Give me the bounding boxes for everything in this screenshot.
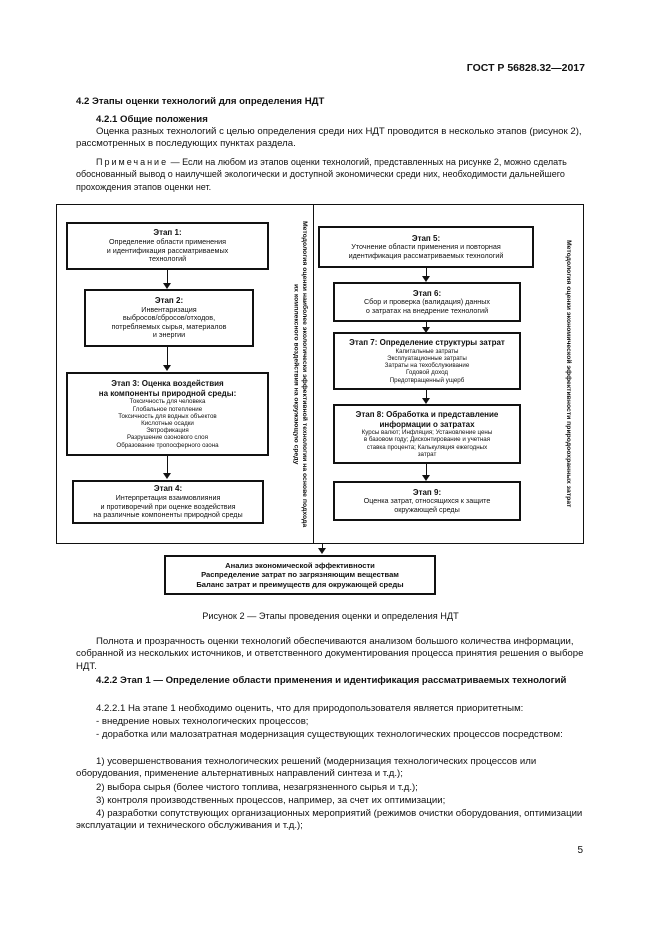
arrow-down-icon (163, 473, 171, 479)
stage-7-item: Капитальные затраты (395, 347, 459, 355)
stage-2-box (84, 289, 254, 347)
stage-2-line: выбросов/сбросов/отходов, (122, 313, 216, 323)
right-methodology-label (546, 214, 572, 534)
stage-4-line: и противоречий при оценке воздействия (100, 501, 236, 511)
stage-6-title: Этап 6: (412, 288, 442, 298)
list-item-4: 4) разработки сопутствующих организационных мероприятий (режимов очистки оборудования, оптимизации эксплуатации и технического обслуживания и т.д.); (76, 808, 583, 832)
stage-8-box (333, 404, 521, 464)
figure-divider (313, 204, 314, 544)
section-4-2-title: 4.2 Этапы оценки технологий для определения НДТ (76, 96, 325, 107)
page-number: 5 (577, 845, 583, 856)
section-4-2-1-paragraph: Оценка разных технологий с целью определения среди них НДТ проводится в несколько этапов (рисунок 2), рассмотренных в последующих пунктах раздела. (76, 126, 582, 150)
stage-1-line: технологий (148, 254, 187, 264)
list-item-3: 3) контроля производственных процессов, например, за счет их оптимизации; (96, 795, 446, 806)
arrow-down-icon (318, 548, 326, 554)
stage-8-item: затрат (417, 450, 437, 458)
stage-1-title: Этап 1: (153, 228, 182, 238)
stage-6-line: Сбор и проверка (валидация) данных (363, 297, 491, 307)
connector (167, 270, 168, 284)
connector (167, 347, 168, 366)
economic-analysis-line: Распределение затрат по загрязняющим веществам (201, 570, 399, 580)
stage-3-item: Эвтрофикация (146, 427, 189, 435)
economic-analysis-line: Баланс затрат и преимуществ для окружающей среды (196, 579, 404, 589)
stage-9-box (333, 481, 521, 521)
stage-7-item: Годовой доход (405, 369, 449, 377)
left-methodology-label (278, 214, 308, 534)
stage-4-line: на различные компоненты природной среды (93, 510, 243, 520)
arrow-down-icon (163, 365, 171, 371)
stage-8-subtitle: информации о затратах (379, 419, 475, 429)
figure-caption: Рисунок 2 — Этапы проведения оценки и определения НДТ (202, 611, 459, 621)
right-methodology-line: Методология оценки экономической эффективности природоохранных затрат (565, 240, 572, 508)
stage-8-item: ставка процента; Калькуляция ежегодных (366, 443, 488, 451)
stage-8-title: Этап 8: Обработка и представление (355, 410, 499, 419)
note (76, 156, 585, 193)
section-4-2-1-title: 4.2.1 Общие положения (96, 114, 208, 125)
stage-5-line: Уточнение области применения и повторная (351, 242, 501, 252)
list-item-2: 2) выбора сырья (более чистого топлива, незагрязненного сырья и т.д.); (96, 782, 418, 793)
stage-7-box (333, 332, 521, 390)
stage-3-item: Образование тропосферного озона (116, 441, 219, 449)
stage-8-item: в базовом году; Дисконтирование и учетная (363, 436, 491, 444)
stage-9-title: Этап 9: (412, 487, 442, 497)
stage-9-line: окружающей среды (394, 504, 460, 514)
stage-2-line: потребляемых сырья, материалов (111, 321, 227, 331)
stage-4-title: Этап 4: (153, 484, 183, 494)
connector (167, 456, 168, 474)
stage-6-box (333, 282, 521, 322)
stage-3-title: Этап 3: Оценка воздействия (111, 379, 224, 389)
stage-8-item: Курсы валют; Инфляция; Установление цены (361, 429, 493, 437)
left-methodology-line: их комплексного воздействия на окружающую среду (292, 283, 300, 465)
stage-2-title: Этап 2: (154, 296, 184, 306)
stage-3-box (66, 372, 269, 456)
stage-2-line: и энергии (152, 330, 186, 340)
stage-2-line: Инвентаризация (141, 304, 197, 314)
stage-1-line: Определение области применения (108, 236, 226, 246)
stage-7-item: Предотвращенный ущерб (389, 376, 465, 384)
stage-3-item: Токсичность для водных объектов (118, 412, 217, 420)
list-dash-2: - доработка или малозатратная модернизация существующих технологических процессов посредством: (96, 729, 563, 740)
left-methodology-line: Методология оценки наиболее экологически эффективной технологии на основе подхода (301, 220, 308, 528)
economic-analysis-box (164, 555, 436, 595)
stage-5-box (318, 226, 534, 268)
completeness-paragraph: Полнота и прозрачность оценки технологий обеспечиваются анализом большого количества информации, собранной из нескольких источников, и ответственного документирования процесса принятия решения о выборе НДТ. (76, 636, 584, 672)
stage-3-subtitle: на компоненты природной среды: (98, 388, 237, 398)
stage-5-line: идентификация рассматриваемых технологий (348, 250, 504, 260)
list-item-1: 1) усовершенствования технологических решений (модернизация технологических процессов или оборудования, применение альтернативных направлений синтеза и т.д.); (76, 756, 537, 780)
stage-1-box (66, 222, 269, 270)
stage-7-item: Эксплуатационные затраты (387, 354, 467, 362)
stage-3-item: Глобальное потепление (132, 405, 203, 413)
stage-6-line: о затратах на внедрение технологий (365, 305, 489, 315)
document-id: ГОСТ Р 56828.32—2017 (466, 62, 585, 74)
section-4-2-2-1: 4.2.2.1 На этапе 1 необходимо оценить, что для природопользователя является приоритетным: (96, 703, 524, 714)
stage-3-item: Токсичность для человека (129, 398, 206, 406)
note-text: — Если на любом из этапов оценки технологий, представленных на рисунке 2, можно сделать обоснованный вывод о наилучшей экологически и доступной экономически среди них, необходимости дальнейшего прохождения этапов оценки нет. (76, 157, 567, 192)
stage-7-title: Этап 7: Определение структуры затрат (349, 338, 505, 348)
stage-4-box (72, 480, 264, 524)
stage-1-line: и идентификация рассматриваемых (106, 245, 229, 255)
stage-4-line: Интерпретация взаимовлияния (115, 492, 221, 502)
stage-7-item: Затраты на техобслуживание (384, 362, 470, 370)
section-4-2-2-title: 4.2.2 Этап 1 — Определение области применения и идентификация рассматриваемых технологий (96, 675, 567, 686)
economic-analysis-line: Анализ экономической эффективности (225, 560, 375, 570)
stage-3-item: Разрушение озонового слоя (127, 434, 208, 442)
note-label: Примечание (96, 157, 169, 167)
list-dash-1: - внедрение новых технологических процессов; (96, 716, 309, 727)
stage-3-item: Кислотные осадки (141, 419, 194, 427)
stage-9-line: Оценка затрат, относящихся к защите (363, 496, 491, 506)
stage-5-title: Этап 5: (411, 233, 441, 243)
